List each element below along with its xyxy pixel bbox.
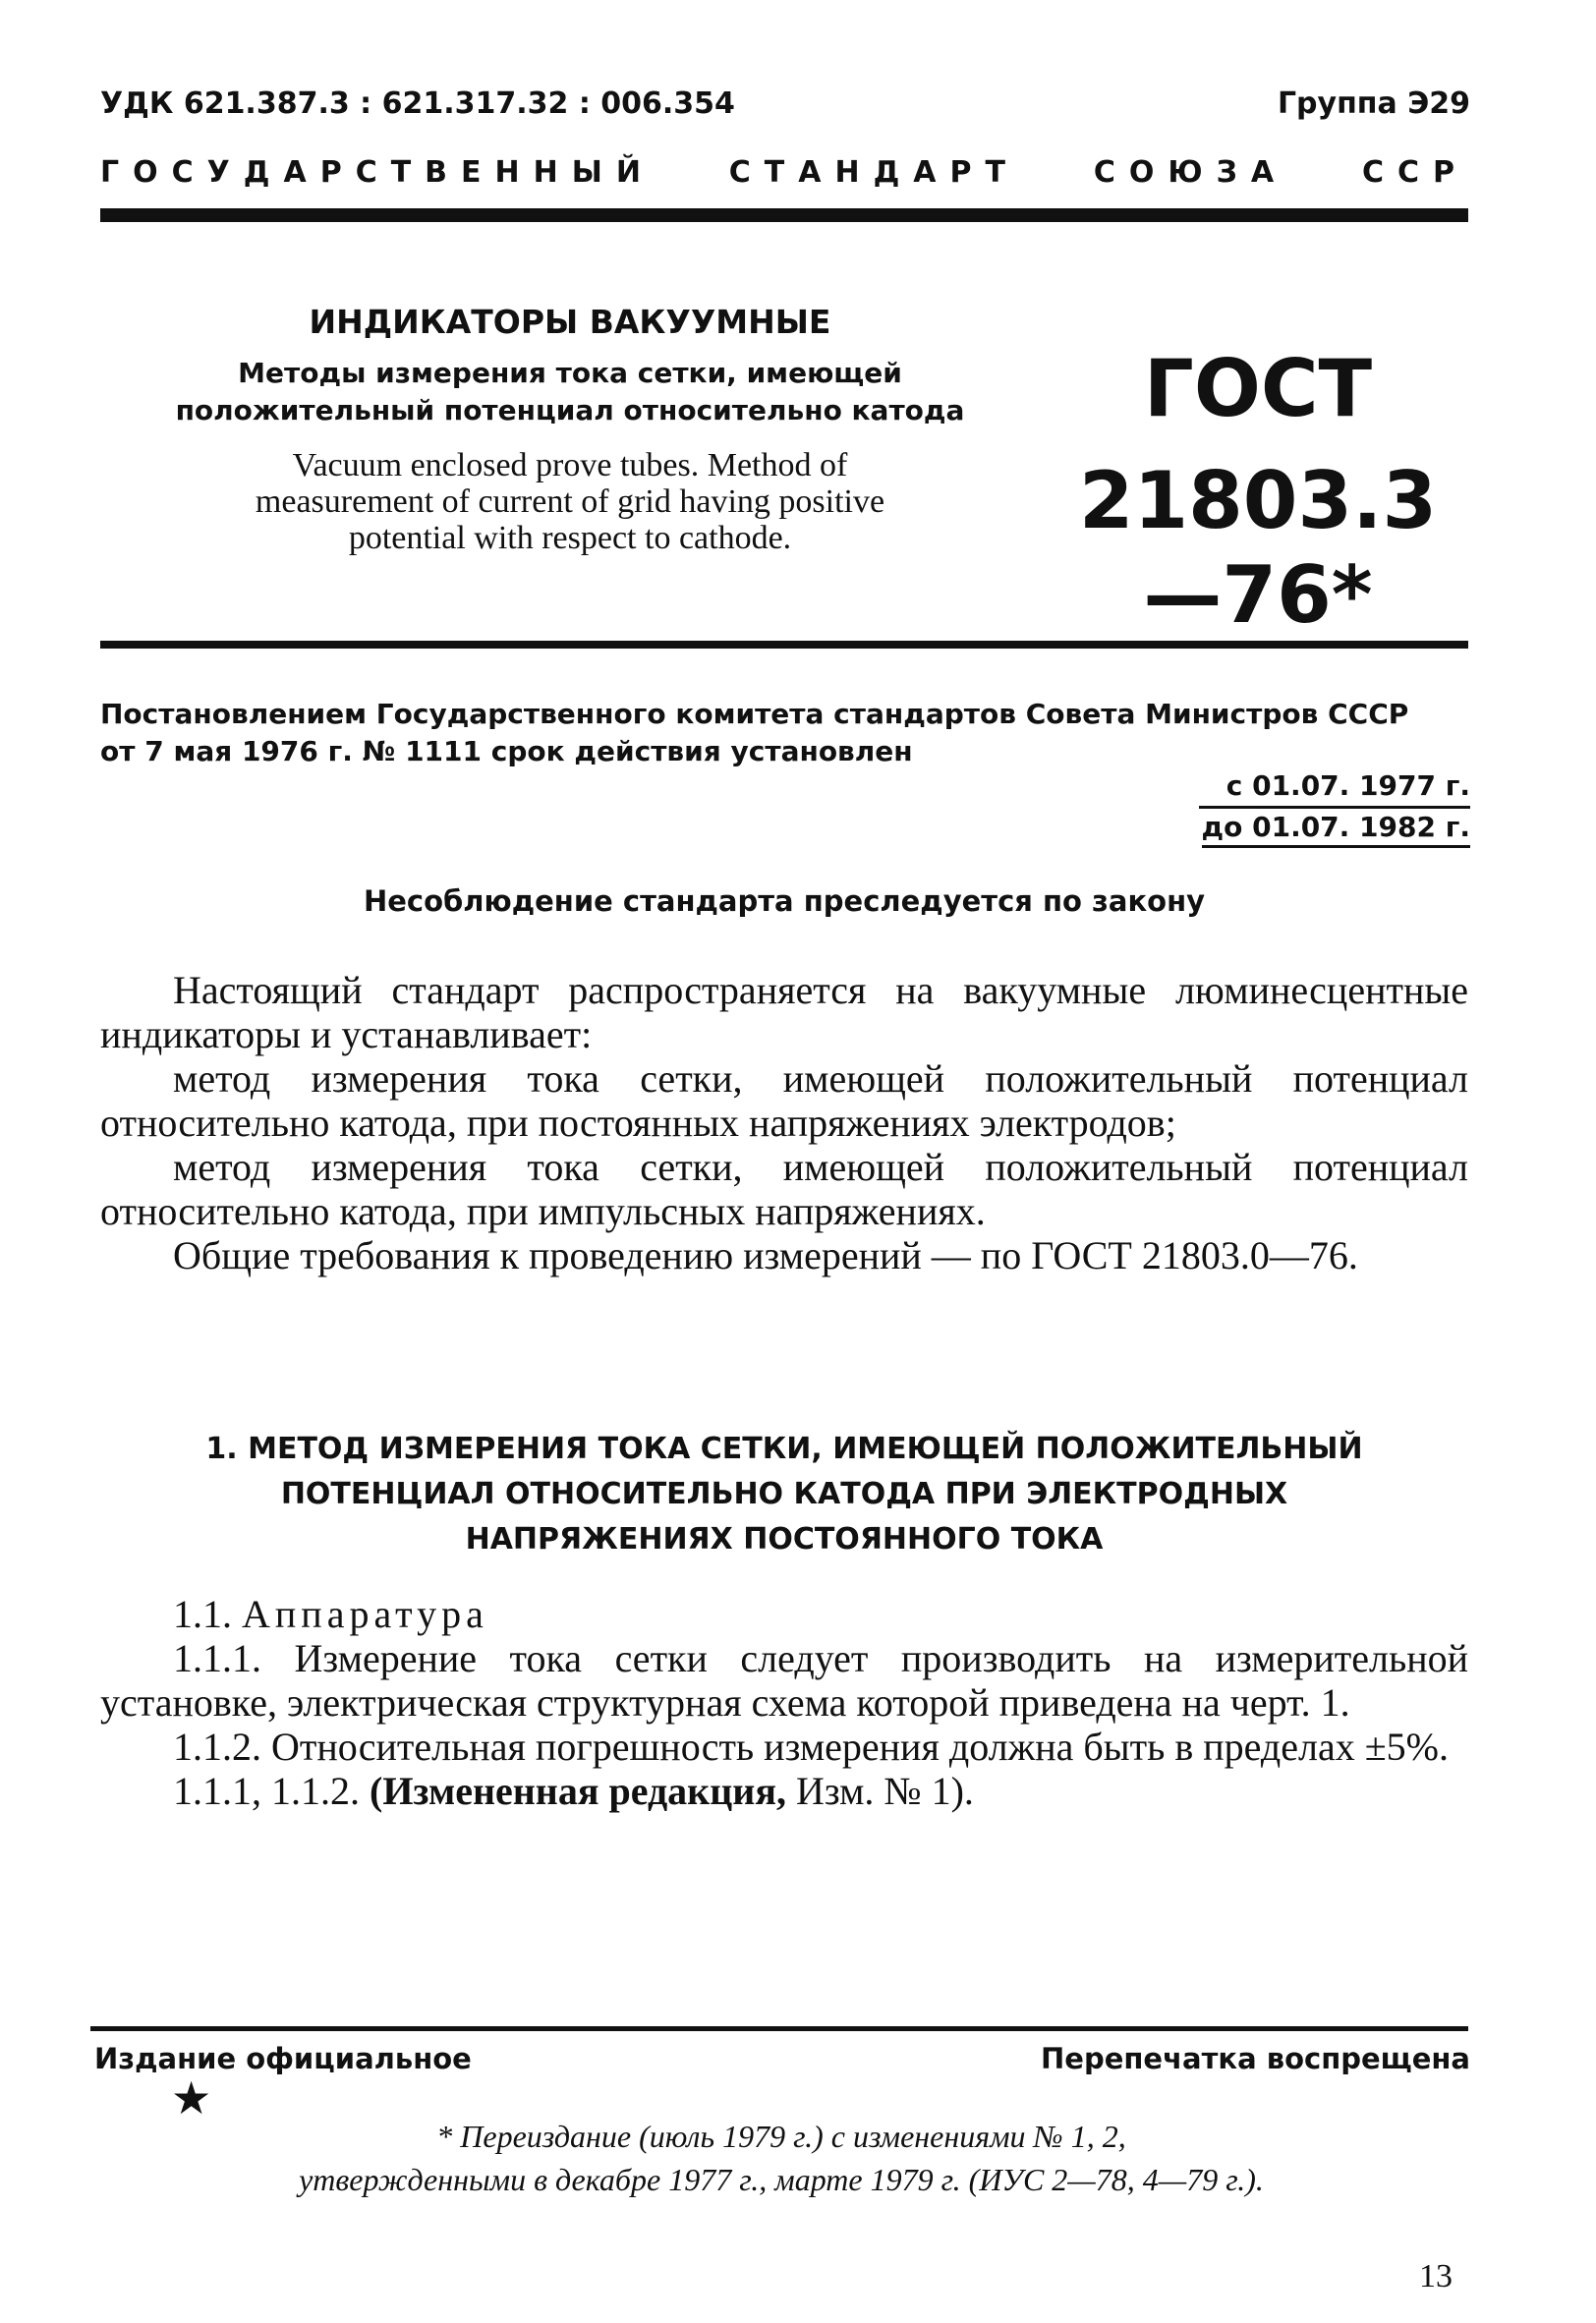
document-subtitle-line2: положительный потенциал относительно катода	[175, 394, 965, 426]
section-1-body	[100, 1592, 1468, 1813]
validity-date-from: с 01.07. 1977 г.	[1226, 769, 1470, 802]
official-edition: Издание официальное	[94, 2042, 472, 2075]
english-title-line1: Vacuum enclosed prove tubes. Method of	[292, 447, 848, 483]
gost-designation	[1042, 342, 1474, 643]
section-1-heading-line1: 1. МЕТОД ИЗМЕРЕНИЯ ТОКА СЕТКИ, ИМЕЮЩЕЙ ПОЛОЖИТЕЛЬНЫЙ	[205, 1432, 1363, 1466]
footnote-line1: * Переиздание (июль 1979 г.) с изменениями № 1, 2,	[436, 2119, 1126, 2154]
english-title	[147, 447, 993, 556]
section-1-heading-line3: НАПРЯЖЕНИЯХ ПОСТОЯННОГО ТОКА	[465, 1522, 1104, 1557]
state-standard-title	[100, 155, 1468, 190]
intro-text	[100, 968, 1468, 1277]
star-icon: ★	[171, 2071, 212, 2125]
footer-rule	[90, 2026, 1468, 2031]
intro-paragraph: Настоящий стандарт распространяется на вакуумные люминесцентные индикаторы и устанавливает:	[100, 968, 1468, 1056]
gos-word-3: СОЮЗА	[1093, 155, 1288, 190]
page-number: 13	[1419, 2258, 1453, 2295]
reissue-footnote	[147, 2115, 1415, 2201]
gos-word-4: ССР	[1361, 155, 1468, 190]
subsection-title: Аппаратура	[242, 1592, 488, 1636]
title-block	[147, 303, 993, 556]
intro-general: Общие требования к проведению измерений — по ГОСТ 21803.0—76.	[173, 1233, 1358, 1277]
gos-word-1: ГОСУДАРСТВЕННЫЙ	[100, 155, 655, 190]
gost-number: 21803.3—76*	[1078, 455, 1438, 641]
validity-date-to: до 01.07. 1982 г.	[1202, 811, 1471, 848]
udk-code: УДК 621.387.3 : 621.317.32 : 006.354	[100, 86, 735, 121]
title-rule	[100, 641, 1468, 649]
footnote-line2: утвержденными в декабре 1977 г., марте 1979 г. (ИУС 2—78, 4—79 г.).	[299, 2162, 1264, 2197]
date-divider	[1199, 806, 1470, 809]
decree-text	[100, 696, 1468, 770]
gost-word: ГОСТ	[1143, 343, 1373, 434]
decree-line2: от 7 мая 1976 г. № 1111 срок действия установлен	[100, 735, 913, 767]
intro-method-1: метод измерения тока сетки, имеющей положительный потенциал относительно катода, при постоянных напряжениях электродов;	[100, 1056, 1468, 1145]
subsection-1-1	[100, 1592, 1468, 1636]
amendment-ref: Изм. № 1).	[795, 1769, 974, 1813]
intro-method-2: метод измерения тока сетки, имеющей положительный потенциал относительно катода, при импульсных напряжениях.	[100, 1145, 1468, 1233]
section-1-heading	[100, 1427, 1468, 1562]
decree-line1: Постановлением Государственного комитета стандартов Совета Министров СССР	[100, 698, 1409, 730]
clause-1-1-2: 1.1.2. Относительная погрешность измерения должна быть в пределах ±5%.	[173, 1725, 1449, 1769]
section-1-heading-line2: ПОТЕНЦИАЛ ОТНОСИТЕЛЬНО КАТОДА ПРИ ЭЛЕКТРОДНЫХ	[280, 1477, 1288, 1511]
gos-word-2: СТАНДАРТ	[728, 155, 1019, 190]
header-rule	[100, 208, 1468, 222]
amendment-note	[100, 1769, 1468, 1813]
english-title-line2: measurement of current of grid having positive	[255, 483, 885, 520]
violation-notice: Несоблюдение стандарта преследуется по закону	[363, 884, 1206, 918]
subsection-number: 1.1.	[173, 1592, 232, 1636]
english-title-line3: potential with respect to cathode.	[348, 520, 792, 556]
document-subtitle-line1: Методы измерения тока сетки, имеющей	[238, 357, 902, 389]
group-code: Группа Э29	[1277, 86, 1470, 121]
clause-1-1-1: 1.1.1. Измерение тока сетки следует производить на измерительной установке, электрическая структурная схема которой приведена на черт. 1.	[100, 1636, 1468, 1725]
amendment-clauses: 1.1.1, 1.1.2.	[173, 1769, 360, 1813]
reprint-prohibited: Перепечатка воспрещена	[1041, 2042, 1470, 2075]
document-title: ИНДИКАТОРЫ ВАКУУМНЫЕ	[309, 303, 831, 341]
amendment-label: (Измененная редакция,	[370, 1769, 786, 1813]
